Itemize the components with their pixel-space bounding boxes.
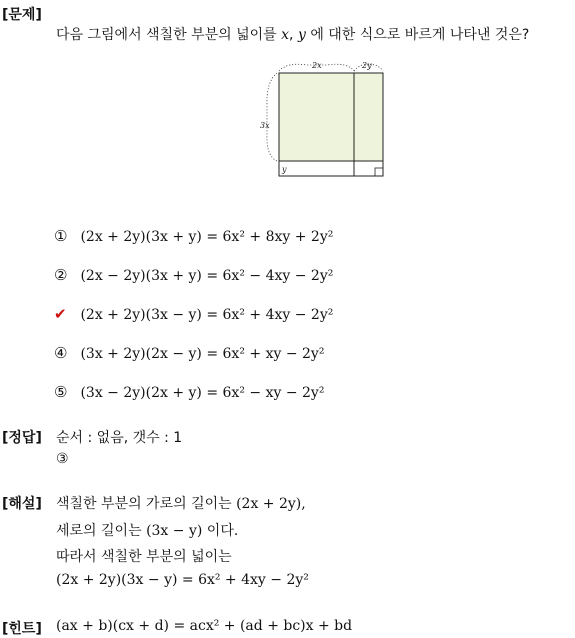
explain-line-2-math: (3x − y)	[146, 523, 203, 539]
choice-4-marker: ④	[54, 344, 68, 362]
question-comma: ,	[289, 27, 294, 43]
label-top-2x: 2x	[312, 61, 322, 70]
choice-1-marker: ①	[54, 227, 68, 245]
section-answer: [정답]	[2, 430, 42, 446]
choice-5-marker: ⑤	[54, 383, 68, 401]
answer-line-2: ③	[56, 451, 69, 467]
section-hint: [힌트]	[2, 621, 42, 637]
choice-2[interactable]	[54, 266, 333, 284]
question-text-a: 다음 그림에서 색칠한 부분의 넓이를	[56, 27, 277, 43]
choice-4[interactable]	[54, 344, 324, 362]
choice-2-expr: (2x − 2y)(3x + y) = 6x² − 4xy − 2y²	[80, 268, 334, 284]
choice-1-expr: (2x + 2y)(3x + y) = 6x² + 8xy + 2y²	[80, 229, 334, 245]
hint-formula: (ax + b)(cx + d) = acx² + (ad + bc)x + bd	[56, 618, 353, 634]
explain-line-4: (2x + 2y)(3x − y) = 6x² + 4xy − 2y²	[56, 572, 309, 588]
section-explain: [해설]	[2, 496, 42, 512]
choice-3[interactable]	[54, 305, 333, 323]
question-var-x: x	[281, 27, 290, 43]
question-var-y: y	[297, 27, 306, 43]
explain-line-2-text-b: 이다.	[206, 523, 239, 539]
left-brace	[267, 73, 277, 161]
check-mark-icon: ✔	[54, 305, 67, 323]
explain-line-1	[56, 493, 306, 513]
choice-1[interactable]	[54, 227, 333, 245]
choice-4-expr: (3x + 2y)(2x − y) = 6x² + xy − 2y²	[80, 346, 325, 362]
choice-3-expr: (2x + 2y)(3x − y) = 6x² + 4xy − 2y²	[80, 307, 334, 323]
choice-2-marker: ②	[54, 266, 68, 284]
explain-line-3: 따라서 색칠한 부분의 넓이는	[56, 549, 232, 565]
rectangle-figure	[257, 56, 391, 182]
corner-mark	[375, 168, 383, 176]
explain-line-1-math: (2x + 2y),	[236, 496, 306, 512]
label-bottom-y: y	[282, 165, 287, 174]
explain-line-2	[56, 520, 238, 540]
question-text	[56, 24, 529, 44]
choice-5-expr: (3x − 2y)(2x + y) = 6x² − xy − 2y²	[80, 385, 325, 401]
label-left-3x: 3x	[260, 121, 270, 130]
choice-5[interactable]	[54, 383, 324, 401]
label-top-2y: 2y	[362, 61, 372, 70]
answer-line-1: 순서 : 없음, 갯수 : 1	[56, 430, 183, 446]
explain-line-1-text: 색칠한 부분의 가로의 길이는	[56, 496, 232, 512]
question-text-b: 에 대한 식으로 바르게 나타낸 것은?	[310, 27, 530, 43]
section-problem: [문제]	[2, 7, 42, 23]
explain-line-2-text-a: 세로의 길이는	[56, 523, 142, 539]
shaded-region	[279, 73, 383, 161]
